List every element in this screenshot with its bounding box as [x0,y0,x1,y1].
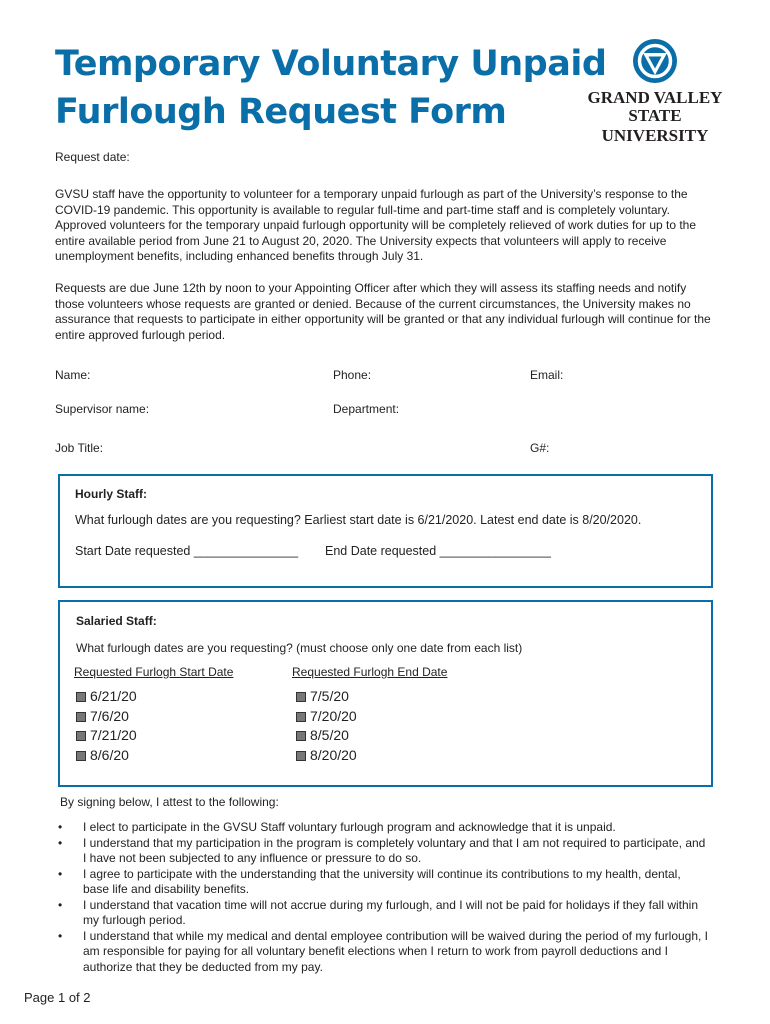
intro-paragraph-1: GVSU staff have the opportunity to volunteer for a temporary unpaid furlough as part of the University’s response to the COVID-19 pandemic. This opportunity is available to regular full-time and part-time staff and is completely voluntary. Approved volunteers for the temporary unpaid furlough opportunity will be completely relieved of work duties for up to the entire available period from June 21 to August 20, 2020. The University expects that volunteers will apply to receive unemployment benefits, including enhanced benefits through July 31. [55,187,697,264]
email-label: Email: [530,368,564,382]
hourly-heading: Hourly Staff: [75,487,147,501]
start-date-column-header: Requested Furlogh Start Date [74,665,234,679]
checkbox-icon[interactable] [296,692,306,702]
end-date-options [296,687,357,765]
title-line-2: Furlough Request Form [55,92,507,132]
start-option[interactable]: 7/6/20 [76,707,137,727]
logo-line-1: GRAND VALLEY [587,88,723,107]
end-option[interactable]: 8/20/20 [296,746,357,766]
bullet-icon: • [58,897,63,912]
salaried-staff-section [58,600,713,787]
end-option[interactable]: 8/5/20 [296,726,357,746]
start-option[interactable]: 8/6/20 [76,746,137,766]
end-date-column-header: Requested Furlogh End Date [292,665,448,679]
checkbox-icon[interactable] [76,751,86,761]
salaried-heading: Salaried Staff: [76,614,157,628]
bullet-icon: • [58,820,63,834]
title-line-1: Temporary Voluntary Unpaid [55,44,607,84]
list-item: • I understand that my participation in the program is completely voluntary and that I am not required to participate, and I have not been subjected to any influence or pressure to do so. [58,835,706,865]
page-title [55,40,606,136]
checkbox-icon[interactable] [296,751,306,761]
checkbox-icon[interactable] [76,692,86,702]
list-item: • I elect to participate in the GVSU Staff voluntary furlough program and acknowledge that it is unpaid. [58,820,616,834]
start-date-options [76,687,137,765]
request-date-label: Request date: [55,150,130,164]
intro-paragraph-2: Requests are due June 12th by noon to your Appointing Officer after which they will assess its staffing needs and notify those volunteers whose requests are granted or denied. Because of the current circumstances, the University makes no assurance that requests to participate in either opportunity will be granted or that any individual furlough will continue for the entire approved furlough period. [55,281,711,342]
checkbox-icon[interactable] [76,712,86,722]
hourly-start-date-field[interactable]: Start Date requested _______________ [75,544,299,558]
salaried-question: What furlough dates are you requesting? (must choose only one date from each list) [76,641,523,655]
job-title-label: Job Title: [55,441,104,455]
list-item: • I understand that vacation time will not accrue during my furlough, and I will not be paid for holidays if they fall within my furlough period. [58,897,698,927]
checkbox-icon[interactable] [296,712,306,722]
logo-line-2: STATE UNIVERSITY [601,106,709,145]
end-option[interactable]: 7/5/20 [296,687,357,707]
department-label: Department: [333,402,400,416]
bullet-icon: • [58,928,63,943]
name-label: Name: [55,368,91,382]
gnumber-label: G#: [530,441,550,455]
attest-intro: By signing below, I attest to the following: [60,795,279,809]
supervisor-label: Supervisor name: [55,402,150,416]
checkbox-icon[interactable] [76,731,86,741]
bullet-icon: • [58,835,63,850]
phone-label: Phone: [333,368,372,382]
gvsu-logo-mark-icon [632,38,678,84]
start-option[interactable]: 6/21/20 [76,687,137,707]
list-item: • I agree to participate with the understanding that the university will continue its contributions to my health, dental, base life and disability benefits. [58,866,681,896]
checkbox-icon[interactable] [296,731,306,741]
attest-list [58,820,710,975]
hourly-question: What furlough dates are you requesting? Earliest start date is 6/21/2020. Latest end date is 8/20/2020. [75,513,642,527]
page-number: Page 1 of 2 [24,990,91,1005]
start-option[interactable]: 7/21/20 [76,726,137,746]
list-item: • I understand that while my medical and dental employee contribution will be waived during the period of my furlough, I am responsible for paying for all voluntary benefit elections when I return to work from payroll deductions and I authorize that they be deducted from my pay. [58,928,709,974]
end-option[interactable]: 7/20/20 [296,707,357,727]
bullet-icon: • [58,866,63,881]
hourly-staff-section [58,474,713,588]
hourly-end-date-field[interactable]: End Date requested ________________ [325,544,551,558]
gvsu-logo [580,38,730,145]
